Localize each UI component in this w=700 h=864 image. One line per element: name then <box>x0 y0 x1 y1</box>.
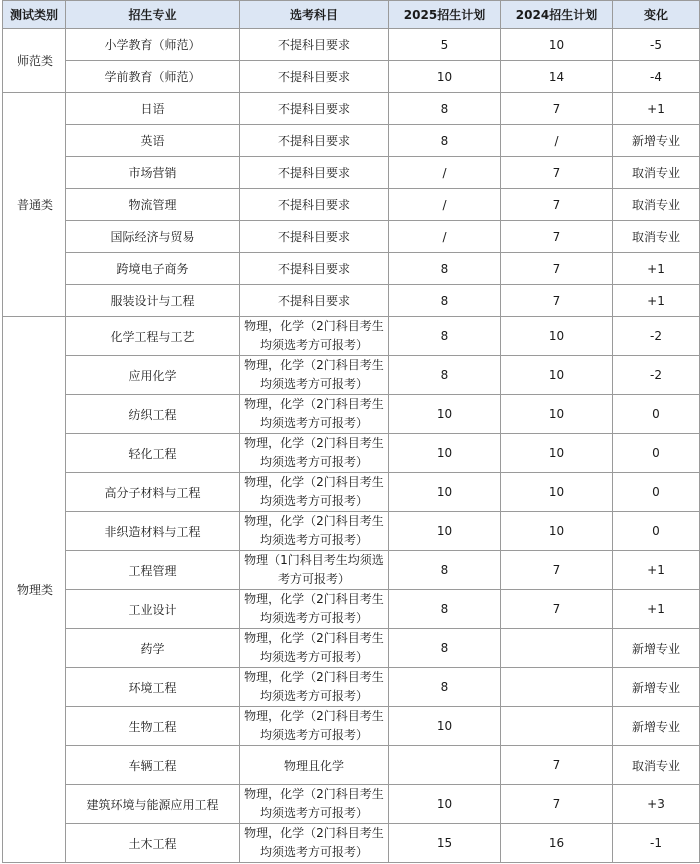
plan-2024-cell: 10 <box>501 512 613 551</box>
subject-line-2: 均须选考方可报考） <box>259 650 368 664</box>
plan-2025-cell: 8 <box>389 285 501 317</box>
plan-2025-cell: 8 <box>389 253 501 285</box>
table-row <box>3 125 700 157</box>
subject-line-1: 物理，化学（2门科目考生 <box>244 319 384 333</box>
subject-cell: 不提科目要求 <box>240 125 389 157</box>
major-cell: 跨境电子商务 <box>66 253 240 285</box>
major-cell: 应用化学 <box>66 356 240 395</box>
plan-2025-cell: / <box>389 221 501 253</box>
major-cell: 环境工程 <box>66 668 240 707</box>
change-cell: +1 <box>613 551 700 590</box>
table-row <box>3 746 700 785</box>
major-cell: 学前教育（师范） <box>66 61 240 93</box>
plan-2025-cell: 8 <box>389 93 501 125</box>
plan-2025-cell: / <box>389 157 501 189</box>
major-cell: 生物工程 <box>66 707 240 746</box>
enrollment-table <box>2 0 700 863</box>
category-cell: 物理类 <box>3 317 66 863</box>
plan-2024-cell: / <box>501 125 613 157</box>
table-row <box>3 785 700 824</box>
change-cell: +1 <box>613 590 700 629</box>
table-row <box>3 473 700 512</box>
subject-cell: 不提科目要求 <box>240 189 389 221</box>
change-cell: 取消专业 <box>613 157 700 189</box>
major-cell: 工程管理 <box>66 551 240 590</box>
table-row <box>3 356 700 395</box>
subject-line-1: 物理，化学（2门科目考生 <box>244 397 384 411</box>
subject-cell <box>240 551 389 590</box>
change-cell: 0 <box>613 434 700 473</box>
subject-cell <box>240 824 389 863</box>
subject-line-2: 均须选考方可报考） <box>259 689 368 703</box>
plan-2024-cell: 10 <box>501 317 613 356</box>
plan-2025-cell: 8 <box>389 551 501 590</box>
plan-2025-cell: 10 <box>389 707 501 746</box>
plan-2024-cell: 16 <box>501 824 613 863</box>
subject-line-2: 均须选考方可报考） <box>259 845 368 859</box>
subject-cell: 不提科目要求 <box>240 61 389 93</box>
change-cell: 新增专业 <box>613 629 700 668</box>
change-cell: 新增专业 <box>613 125 700 157</box>
plan-2024-cell: 7 <box>501 157 613 189</box>
change-cell: -2 <box>613 317 700 356</box>
change-cell: 0 <box>613 512 700 551</box>
plan-2024-cell: 7 <box>501 785 613 824</box>
plan-2025-cell: 10 <box>389 434 501 473</box>
plan-2025-cell: 8 <box>389 356 501 395</box>
subject-cell: 不提科目要求 <box>240 253 389 285</box>
change-cell: 新增专业 <box>613 668 700 707</box>
plan-2024-cell: 7 <box>501 285 613 317</box>
header-subject: 选考科目 <box>240 1 389 29</box>
subject-cell: 不提科目要求 <box>240 285 389 317</box>
major-cell: 轻化工程 <box>66 434 240 473</box>
plan-2024-cell: 7 <box>501 746 613 785</box>
plan-2024-cell: 7 <box>501 189 613 221</box>
plan-2025-cell: 10 <box>389 512 501 551</box>
table-row <box>3 629 700 668</box>
subject-cell: 不提科目要求 <box>240 221 389 253</box>
subject-line-2: 均须选考方可报考） <box>259 728 368 742</box>
subject-cell <box>240 356 389 395</box>
major-cell: 服装设计与工程 <box>66 285 240 317</box>
subject-line-1: 物理，化学（2门科目考生 <box>244 475 384 489</box>
table-row <box>3 29 700 61</box>
subject-cell: 不提科目要求 <box>240 93 389 125</box>
change-cell: -1 <box>613 824 700 863</box>
header-category: 测试类别 <box>3 1 66 29</box>
category-cell: 师范类 <box>3 29 66 93</box>
plan-2024-cell: 10 <box>501 356 613 395</box>
plan-2024-cell: 7 <box>501 551 613 590</box>
header-plan-2025: 2025招生计划 <box>389 1 501 29</box>
plan-2024-cell: 10 <box>501 473 613 512</box>
subject-cell: 物理且化学 <box>240 746 389 785</box>
subject-cell: 不提科目要求 <box>240 157 389 189</box>
table-row <box>3 551 700 590</box>
subject-cell <box>240 473 389 512</box>
table-row <box>3 590 700 629</box>
table-row <box>3 317 700 356</box>
subject-line-1: 物理，化学（2门科目考生 <box>244 631 384 645</box>
major-cell: 日语 <box>66 93 240 125</box>
table-body <box>3 29 700 863</box>
subject-line-1: 物理（1门科目考生均须选 <box>244 553 384 567</box>
major-cell: 工业设计 <box>66 590 240 629</box>
major-cell: 小学教育（师范） <box>66 29 240 61</box>
major-cell: 药学 <box>66 629 240 668</box>
subject-line-2: 均须选考方可报考） <box>259 455 368 469</box>
subject-cell <box>240 395 389 434</box>
change-cell: -2 <box>613 356 700 395</box>
category-cell: 普通类 <box>3 93 66 317</box>
plan-2024-cell <box>501 668 613 707</box>
plan-2025-cell: 8 <box>389 629 501 668</box>
subject-line-1: 物理，化学（2门科目考生 <box>244 358 384 372</box>
table-row <box>3 395 700 434</box>
subject-line-1: 物理，化学（2门科目考生 <box>244 826 384 840</box>
subject-line-1: 物理，化学（2门科目考生 <box>244 787 384 801</box>
plan-2025-cell: 10 <box>389 473 501 512</box>
major-cell: 英语 <box>66 125 240 157</box>
table-row <box>3 93 700 125</box>
table-row <box>3 668 700 707</box>
plan-2025-cell: 8 <box>389 590 501 629</box>
plan-2024-cell: 7 <box>501 590 613 629</box>
plan-2024-cell <box>501 707 613 746</box>
subject-cell <box>240 317 389 356</box>
change-cell: 新增专业 <box>613 707 700 746</box>
change-cell: -5 <box>613 29 700 61</box>
change-cell: 取消专业 <box>613 189 700 221</box>
subject-line-2: 均须选考方可报考） <box>259 377 368 391</box>
plan-2024-cell: 10 <box>501 395 613 434</box>
major-cell: 土木工程 <box>66 824 240 863</box>
plan-2024-cell: 7 <box>501 221 613 253</box>
major-cell: 市场营销 <box>66 157 240 189</box>
table-row <box>3 221 700 253</box>
subject-line-1: 物理，化学（2门科目考生 <box>244 514 384 528</box>
header-major: 招生专业 <box>66 1 240 29</box>
plan-2024-cell: 10 <box>501 434 613 473</box>
subject-line-2: 考方可报考） <box>277 572 350 586</box>
plan-2025-cell: 8 <box>389 317 501 356</box>
table-row <box>3 157 700 189</box>
change-cell: +1 <box>613 253 700 285</box>
table-row <box>3 189 700 221</box>
change-cell: 0 <box>613 395 700 434</box>
major-cell: 非织造材料与工程 <box>66 512 240 551</box>
subject-line-2: 均须选考方可报考） <box>259 338 368 352</box>
major-cell: 车辆工程 <box>66 746 240 785</box>
major-cell: 高分子材料与工程 <box>66 473 240 512</box>
change-cell: +1 <box>613 285 700 317</box>
table-row <box>3 434 700 473</box>
plan-2024-cell: 14 <box>501 61 613 93</box>
subject-cell <box>240 707 389 746</box>
subject-line-2: 均须选考方可报考） <box>259 806 368 820</box>
plan-2024-cell: 10 <box>501 29 613 61</box>
subject-line-2: 均须选考方可报考） <box>259 533 368 547</box>
plan-2025-cell: 10 <box>389 61 501 93</box>
subject-line-1: 物理，化学（2门科目考生 <box>244 709 384 723</box>
table-row <box>3 253 700 285</box>
major-cell: 物流管理 <box>66 189 240 221</box>
plan-2025-cell: 8 <box>389 125 501 157</box>
plan-2025-cell: 15 <box>389 824 501 863</box>
subject-cell <box>240 668 389 707</box>
subject-cell <box>240 590 389 629</box>
change-cell: 取消专业 <box>613 221 700 253</box>
plan-2025-cell: 5 <box>389 29 501 61</box>
subject-line-2: 均须选考方可报考） <box>259 416 368 430</box>
major-cell: 建筑环境与能源应用工程 <box>66 785 240 824</box>
table-row <box>3 824 700 863</box>
plan-2025-cell: 8 <box>389 668 501 707</box>
major-cell: 国际经济与贸易 <box>66 221 240 253</box>
subject-line-1: 物理，化学（2门科目考生 <box>244 436 384 450</box>
table-row <box>3 285 700 317</box>
subject-cell <box>240 434 389 473</box>
subject-cell <box>240 785 389 824</box>
change-cell: 取消专业 <box>613 746 700 785</box>
plan-2025-cell: 10 <box>389 395 501 434</box>
change-cell: 0 <box>613 473 700 512</box>
change-cell: +3 <box>613 785 700 824</box>
subject-line-1: 物理，化学（2门科目考生 <box>244 592 384 606</box>
plan-2024-cell <box>501 629 613 668</box>
plan-2024-cell: 7 <box>501 253 613 285</box>
table-row <box>3 512 700 551</box>
major-cell: 化学工程与工艺 <box>66 317 240 356</box>
subject-line-1: 物理，化学（2门科目考生 <box>244 670 384 684</box>
header-plan-2024: 2024招生计划 <box>501 1 613 29</box>
header-row <box>3 1 700 29</box>
plan-2025-cell: 10 <box>389 785 501 824</box>
plan-2025-cell: / <box>389 189 501 221</box>
header-change: 变化 <box>613 1 700 29</box>
plan-2025-cell <box>389 746 501 785</box>
change-cell: -4 <box>613 61 700 93</box>
subject-line-2: 均须选考方可报考） <box>259 494 368 508</box>
change-cell: +1 <box>613 93 700 125</box>
subject-cell <box>240 629 389 668</box>
subject-cell <box>240 512 389 551</box>
plan-2024-cell: 7 <box>501 93 613 125</box>
major-cell: 纺织工程 <box>66 395 240 434</box>
subject-cell: 不提科目要求 <box>240 29 389 61</box>
subject-line-2: 均须选考方可报考） <box>259 611 368 625</box>
table-row <box>3 61 700 93</box>
table-row <box>3 707 700 746</box>
